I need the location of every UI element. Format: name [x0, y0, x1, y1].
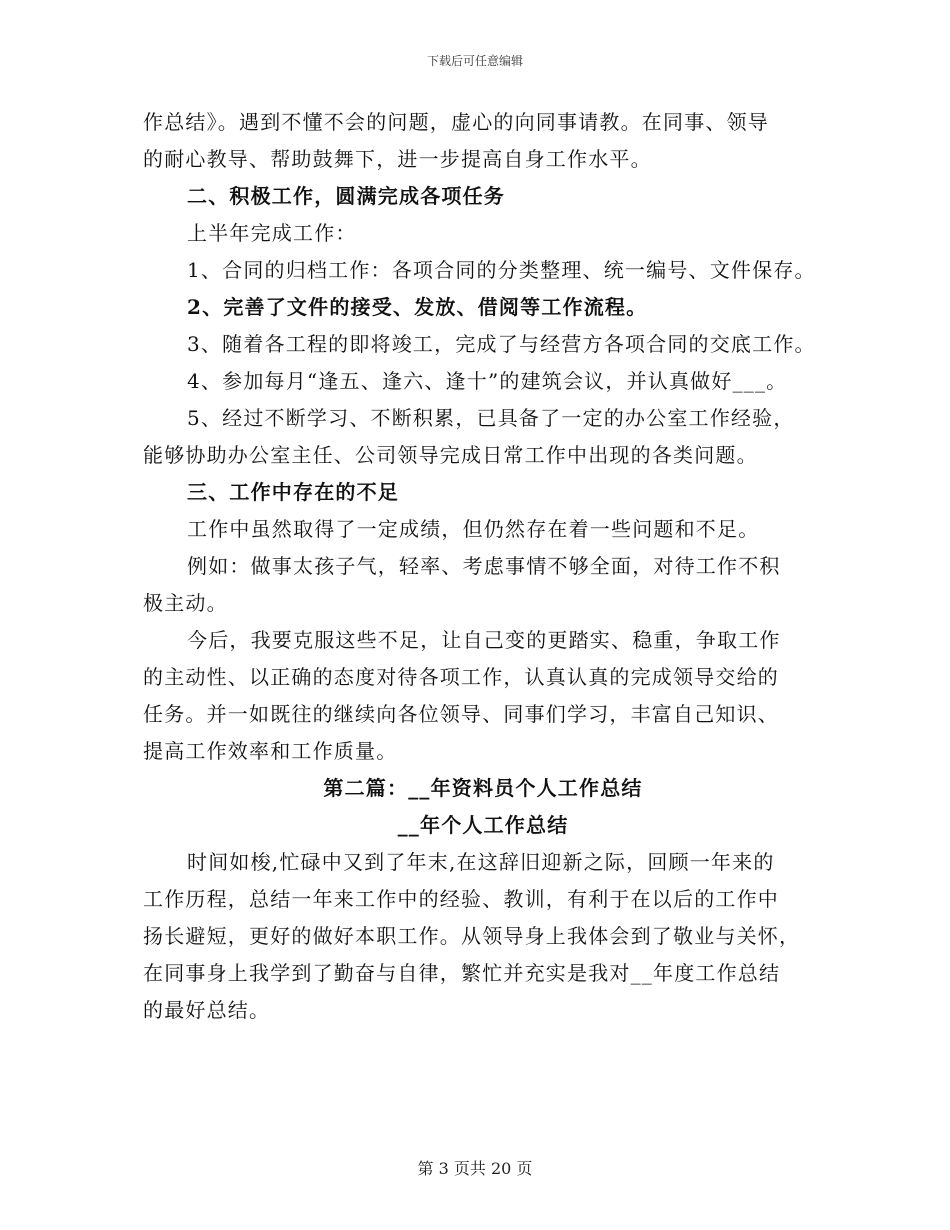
text-line: 三、工作中存在的不足	[187, 480, 399, 504]
text-line: 例如：做事太孩子气，轻率、考虑事情不够全面，对待工作不积	[187, 554, 781, 578]
text-line: 在同事身上我学到了勤奋与自律，繁忙并充实是我对__年度工作总结	[143, 961, 781, 985]
text-line: 上半年完成工作：	[187, 221, 357, 245]
text-line: 时间如梭,忙碌中又到了年末,在这辞旧迎新之际，回顾一年来的	[187, 850, 775, 874]
text-line: 第二篇：__年资料员个人工作总结	[323, 776, 643, 800]
text-line: 任务。并一如既往的继续向各位领导、同事们学习，丰富自己知识、	[143, 702, 779, 726]
text-line: 工作中虽然取得了一定成绩，但仍然存在着一些问题和不足。	[187, 517, 760, 541]
text-line: 4、参加每月“逢五、逢六、逢十”的建筑会议，并认真做好___。	[187, 369, 788, 393]
text-line: 极主动。	[143, 591, 228, 615]
text-line: 工作历程，总结一年来工作中的经验、教训，有利于在以后的工作中	[143, 887, 779, 911]
page-header: 下载后可任意编辑	[426, 54, 523, 68]
text-line: 今后，我要克服这些不足，让自己变的更踏实、稳重，争取工作	[187, 628, 781, 652]
text-line: 1、合同的归档工作：各项合同的分类整理、统一编号、文件保存。	[187, 258, 816, 282]
text-line: 的最好总结。	[143, 998, 271, 1022]
text-line: 扬长避短，更好的做好本职工作。从领导身上我体会到了敬业与关怀，	[143, 924, 801, 948]
text-line: 的耐心教导、帮助鼓舞下，进一步提高自身工作水平。	[143, 147, 652, 171]
text-line: __年个人工作总结	[397, 813, 569, 837]
text-line: 2、完善了文件的接受、发放、借阅等工作流程。	[187, 295, 648, 319]
text-line: 的主动性、以正确的态度对待各项工作，认真认真的完成领导交给的	[143, 665, 779, 689]
text-line: 作总结》。遇到不懂不会的问题，虚心的向同事请教。在同事、领导	[143, 110, 769, 134]
text-line: 提高工作效率和工作质量。	[143, 739, 398, 763]
text-line: 能够协助办公室主任、公司领导完成日常工作中出现的各类问题。	[143, 443, 758, 467]
text-line: 3、随着各工程的即将竣工，完成了与经营方各项合同的交底工作。	[187, 332, 816, 356]
document-body	[143, 104, 823, 1029]
text-line: 二、积极工作，圆满完成各项任务	[187, 184, 505, 208]
page-number: 第 3 页共 20 页	[417, 1159, 533, 1178]
text-line: 5、经过不断学习、不断积累，已具备了一定的办公室工作经验，	[187, 406, 795, 430]
